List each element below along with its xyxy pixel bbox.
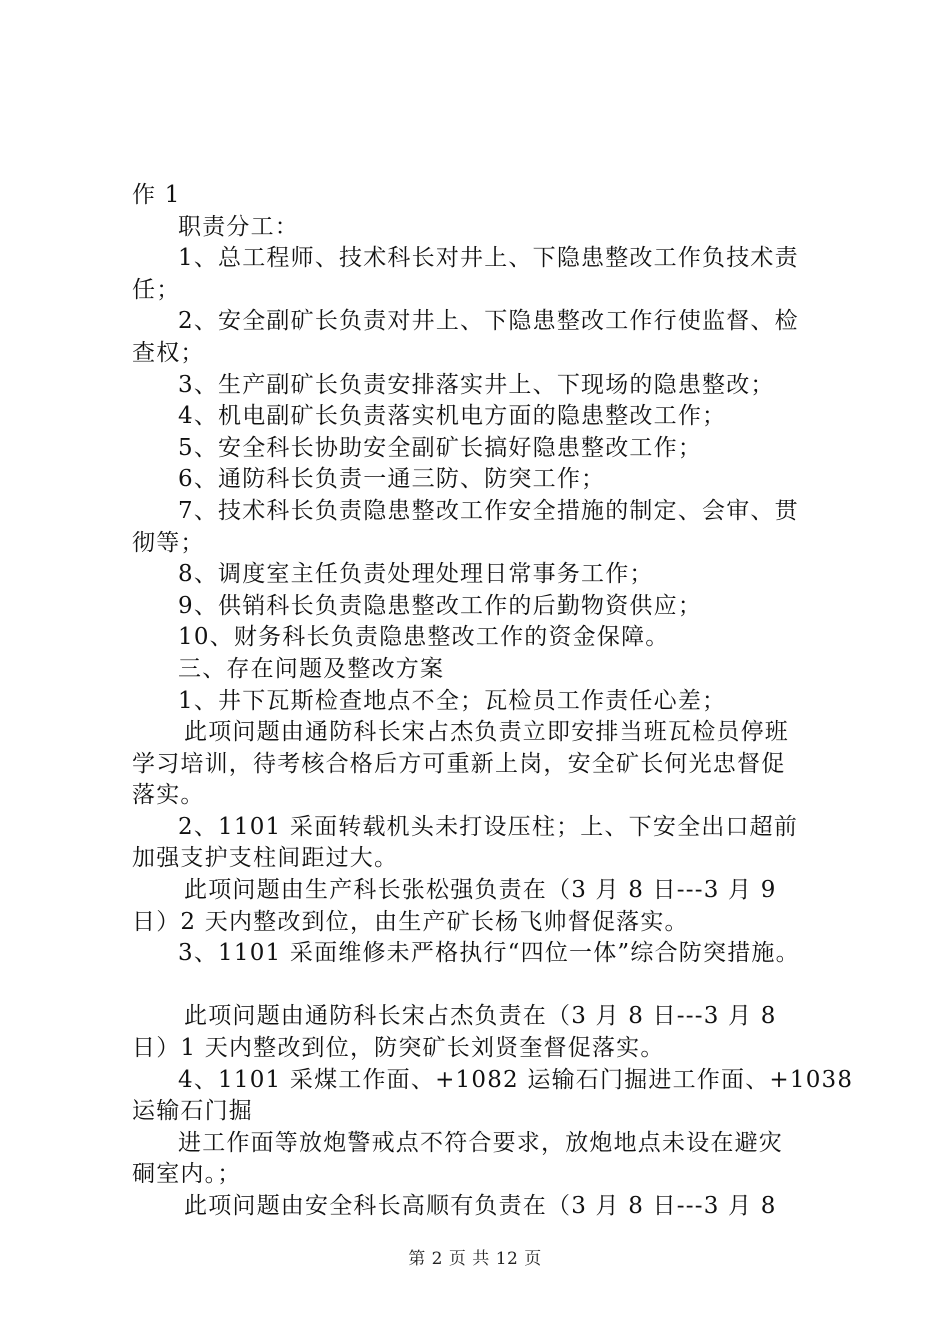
- text-line: 8、调度室主任负责处理处理日常事务工作；: [178, 561, 654, 588]
- text-line: 2、1101 采面转载机头未打设压柱；上、下安全出口超前: [178, 813, 799, 840]
- text-line: 1、井下瓦斯检查地点不全；瓦检员工作责任心差；: [178, 687, 727, 714]
- text-line: 硐室内。；: [132, 1161, 242, 1188]
- text-line: 学习培训，待考核合格后方可重新上岗，安全矿长何光忠督促: [132, 750, 786, 777]
- text-line: 作 1: [132, 182, 181, 208]
- text-line: 此项问题由生产科长张松强负责在（3 月 8 日---3 月 9: [184, 877, 777, 904]
- text-line: 4、1101 采煤工作面、+1082 运输石门掘进工作面、+1038: [178, 1066, 854, 1093]
- text-line: 进工作面等放炮警戒点不符合要求，放炮地点未设在避灾: [178, 1129, 783, 1156]
- text-line: 此项问题由通防科长宋占杰负责立即安排当班瓦检员停班: [184, 719, 789, 746]
- text-line: 加强支护支柱间距过大。: [132, 845, 399, 872]
- text-line: 运输石门掘: [132, 1098, 253, 1125]
- text-line: 彻等；: [132, 529, 205, 556]
- text-line: 6、通防科长负责一通三防、防突工作；: [178, 466, 606, 493]
- text-line: 此项问题由安全科长高顺有负责在（3 月 8 日---3 月 8: [184, 1193, 777, 1219]
- document-body: [132, 180, 854, 1223]
- page-footer: 第 2 页 共 12 页: [408, 1249, 542, 1269]
- text-line: 10、财务科长负责隐患整改工作的资金保障。: [178, 624, 670, 651]
- blank-line: [132, 970, 837, 1002]
- text-line: 任；: [132, 276, 181, 303]
- text-line: 7、技术科长负责隐患整改工作安全措施的制定、会审、贯: [178, 497, 799, 524]
- text-line: 日）2 天内整改到位，由生产矿长杨飞帅督促落实。: [132, 908, 689, 935]
- text-line: 9、供销科长负责隐患整改工作的后勤物资供应；: [178, 592, 703, 619]
- text-line: 落实。: [132, 782, 205, 809]
- text-line: 2、安全副矿长负责对井上、下隐患整改工作行使监督、检: [178, 308, 799, 335]
- text-line: 3、生产副矿长负责安排落实井上、下现场的隐患整改；: [178, 371, 775, 398]
- text-line: 4、机电副矿长负责落实机电方面的隐患整改工作；: [178, 403, 727, 430]
- text-line: 5、安全科长协助安全副矿长搞好隐患整改工作；: [178, 434, 703, 461]
- section-heading-problems: 三、存在问题及整改方案: [178, 655, 445, 682]
- section-heading-duties: 职责分工：: [178, 213, 299, 240]
- text-line: 此项问题由通防科长宋占杰负责在（3 月 8 日---3 月 8: [184, 1003, 777, 1030]
- text-line: 1、总工程师、技术科长对井上、下隐患整改工作负技术责: [178, 245, 799, 272]
- text-line: 日）1 天内整改到位，防突矿长刘贤奎督促落实。: [132, 1035, 665, 1062]
- text-line: 3、1101 采面维修未严格执行“四位一体”综合防突措施。: [178, 940, 800, 967]
- text-line: 查权；: [132, 339, 205, 366]
